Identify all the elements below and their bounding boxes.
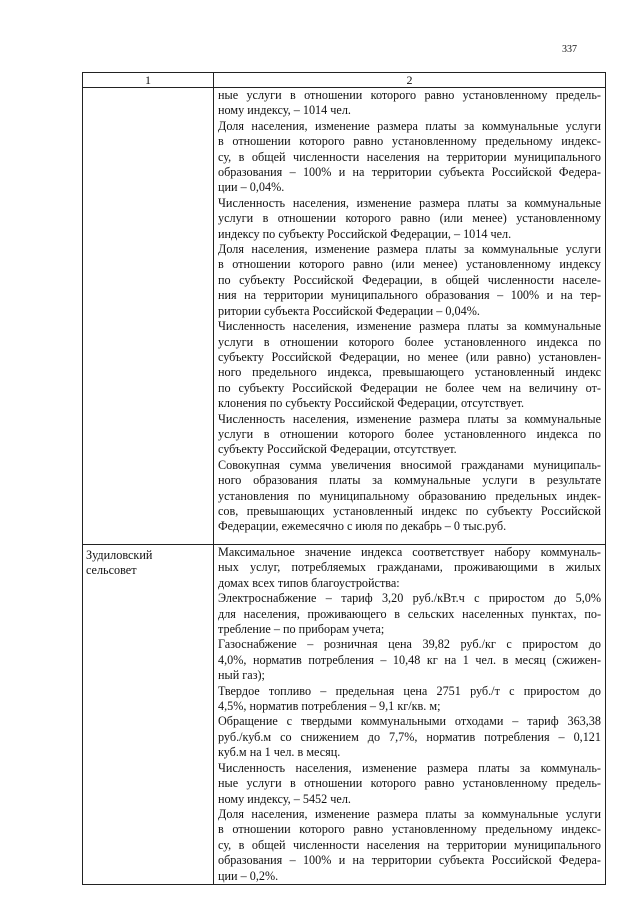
text-line: Численность населения, изменение размера платы за коммунальные xyxy=(218,411,601,426)
table-row xyxy=(83,88,606,545)
text-line: Доля населения, изменение размера платы за коммунальные услуги xyxy=(218,806,601,821)
region-name-line: сельсовет xyxy=(86,563,137,578)
text-line: Доля населения, изменение размера платы за коммунальные услуги xyxy=(218,242,601,257)
text-line: субъекту Российской Федерации, отсутствует. xyxy=(218,442,457,457)
text-line: ции – 0,2%. xyxy=(218,868,279,883)
text-line: 4,5%, норматив потребления – 9,1 кг/кв. м; xyxy=(218,699,441,714)
text-line: ного образования платы за коммунальные услуги в результате xyxy=(218,473,601,488)
text-line: в отношении которого равно установленному предельному индекс- xyxy=(218,822,601,837)
text-line: индексу по субъекту Российской Федерации, – 1014 чел. xyxy=(218,226,512,241)
description-cell xyxy=(214,545,606,885)
text-line: Федерации, ежемесячно с июля по декабрь – 0 тыс.руб. xyxy=(218,519,507,534)
text-line: ния на территории муниципального образования – 100% и на тер- xyxy=(218,288,601,303)
text-line: Численность населения, изменение размера платы за коммунальные xyxy=(218,319,601,334)
text-line: руб./куб.м со снижением до 7,7%, норматив потребления – 0,121 xyxy=(218,729,601,744)
region-name-line: Зудиловский xyxy=(86,548,153,562)
text-line: образования – 100% и на территории субъекта Российской Федера- xyxy=(218,853,601,868)
text-line: ции – 0,04%. xyxy=(218,180,285,195)
text-line: в отношении которого равно установленному предельному индекс- xyxy=(218,134,601,149)
text-line: домах всех типов благоустройства: xyxy=(218,575,400,590)
document-table xyxy=(82,72,606,885)
text-line: требление – по приборам учета; xyxy=(218,622,385,637)
text-line: услуги в отношении которого более установленного индекса по xyxy=(218,426,601,441)
text-line: услуги в отношении которого равно (или менее) установленному xyxy=(218,211,601,226)
text-line: Доля населения, изменение размера платы за коммунальные услуги xyxy=(218,118,601,133)
region-cell xyxy=(83,88,214,545)
text-line: в отношении которого равно (или менее) установленному индексу xyxy=(218,257,601,272)
text-line: сов, превышающих установленный индекс по субъекту Российской xyxy=(218,503,601,518)
text-line: ный газ); xyxy=(218,668,265,683)
table-header-row xyxy=(83,73,606,88)
column-header-1: 1 xyxy=(83,73,214,88)
text-line: услуги в отношении которого более установленного индекса по xyxy=(218,334,601,349)
text-line: Обращение с твердыми коммунальными отходами – тариф 363,38 xyxy=(218,714,601,729)
text-line: по субъекту Российской Федерации, в общей численности населе- xyxy=(218,272,601,287)
text-line: для населения, проживающего в сельских населенных пунктах, по- xyxy=(218,606,601,621)
text-line: установления по муниципальному образованию предельных индек- xyxy=(218,488,601,503)
text-line: 4,0%, норматив потребления – 10,48 кг на 1 чел. в месяц (сжижен- xyxy=(218,652,601,667)
text-line: ные услуги в отношении которого равно установленному предель- xyxy=(218,88,601,102)
text-line: ные услуги в отношении которого равно установленному предель- xyxy=(218,776,601,791)
text-line: су, в общей численности населения на территории муниципального xyxy=(218,149,601,164)
text-line: субъекту Российской Федерации, но менее (или равно) установлен- xyxy=(218,349,601,364)
text-line: Твердое топливо – предельная цена 2751 руб./т с приростом до xyxy=(218,683,601,698)
text-line: образования – 100% и на территории субъекта Российской Федера- xyxy=(218,165,601,180)
text-line: Численность населения, изменение размера платы за коммунальные xyxy=(218,195,601,210)
text-line: Газоснабжение – розничная цена 39,82 руб./кг с приростом до xyxy=(218,637,601,652)
text-line: ному индексу, – 1014 чел. xyxy=(218,103,351,118)
text-line: по субъекту Российской Федерации не более чем на величину от- xyxy=(218,380,601,395)
text-line: Численность населения, изменение размера платы за коммуналь- xyxy=(218,760,601,775)
region-cell xyxy=(83,545,214,885)
text-line: су, в общей численности населения на территории муниципального xyxy=(218,837,601,852)
column-header-2: 2 xyxy=(214,73,606,88)
text-line: ного предельного индекса, превышающего установленный индекс xyxy=(218,365,601,380)
page-number: 337 xyxy=(562,44,577,55)
text-line: ному индексу, – 5452 чел. xyxy=(218,791,351,806)
text-line: Совокупная сумма увеличения вносимой гражданами муниципаль- xyxy=(218,457,601,472)
table-row xyxy=(83,545,606,885)
text-line: ных услуг, потребляемых гражданами, проживающими в жилых xyxy=(218,560,601,575)
text-line: Максимальное значение индекса соответствует набору коммуналь- xyxy=(218,545,601,559)
text-line: ритории субъекта Российской Федерации – 0,04%. xyxy=(218,303,480,318)
text-line: куб.м на 1 чел. в месяц. xyxy=(218,745,341,760)
text-line: клонения по субъекту Российской Федерации, отсутствует. xyxy=(218,396,525,411)
text-line: Электроснабжение – тариф 3,20 руб./кВт.ч с приростом до 5,0% xyxy=(218,591,601,606)
description-cell xyxy=(214,88,606,545)
